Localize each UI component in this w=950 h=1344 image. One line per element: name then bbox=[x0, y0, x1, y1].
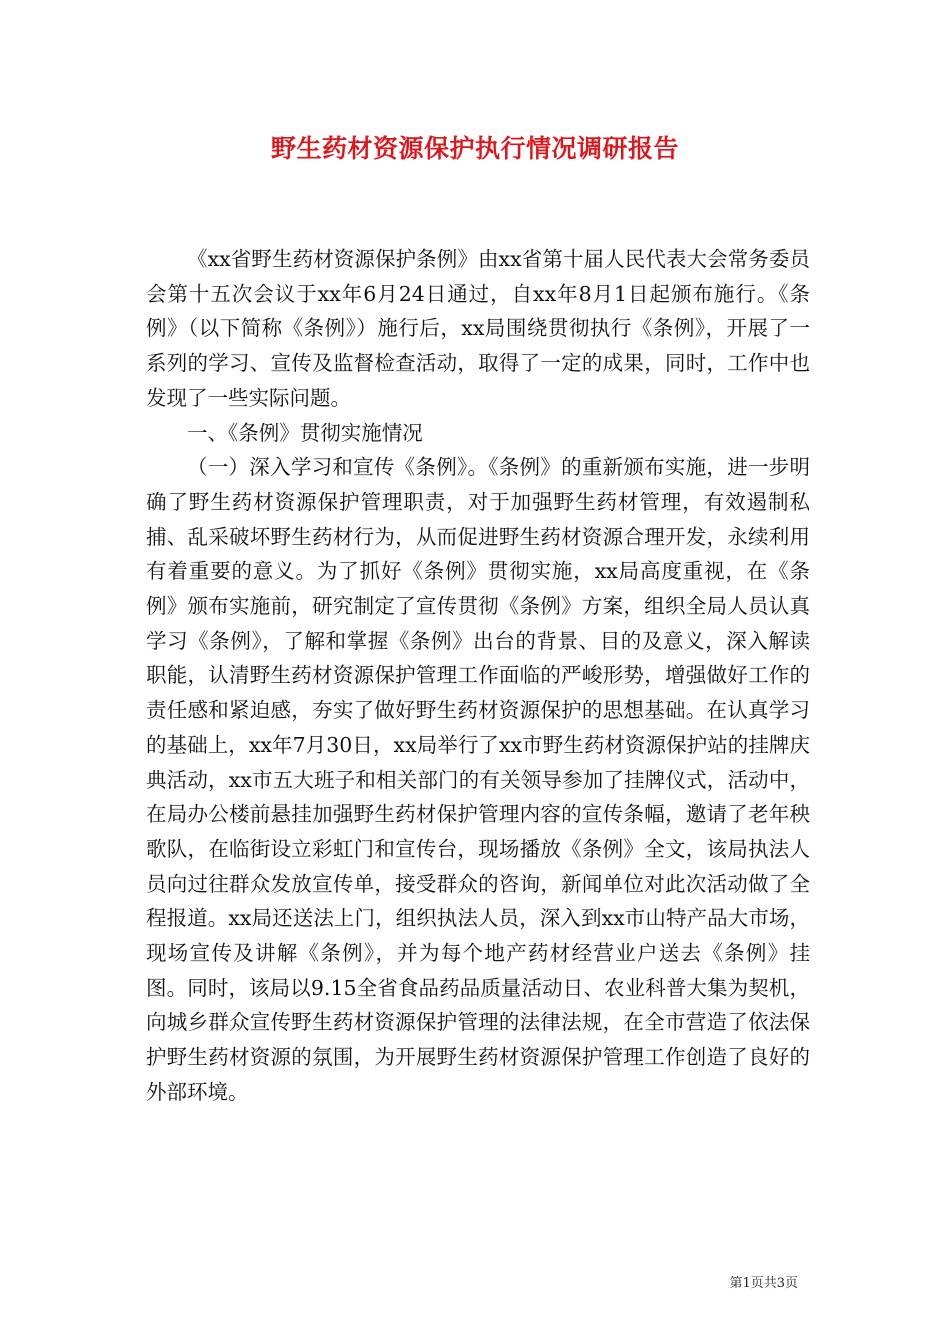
subsection-paragraph: （一）深入学习和宣传《条例》。《条例》的重新颁布实施，进一步明确了野生药材资源保护管理职责，对于加强野生药材管理，有效遏制私捕、乱采破坏野生药材行为，从而促进野生药材资源合理开发，永续利用有着重要的意义。为了抓好《条例》贯彻实施，xx局高度重视，在《条例》颁布实施前，研究制定了宣传贯彻《条例》方案，组织全局人员认真学习《条例》，了解和掌握《条例》出台的背景、目的及意义，深入解读职能，认清野生药材资源保护管理工作面临的严峻形势，增强做好工作的责任感和紧迫感，夯实了做好野生药材资源保护的思想基础。在认真学习的基础上，xx年7月30日，xx局举行了xx市野生药材资源保护站的挂牌庆典活动，xx市五大班子和相关部门的有关领导参加了挂牌仪式，活动中，在局办公楼前悬挂加强野生药材保护管理内容的宣传条幅，邀请了老年秧歌队，在临街设立彩虹门和宣传台，现场播放《条例》全文，该局执法人员向过往群众发放宣传单，接受群众的咨询，新闻单位对此次活动做了全程报道。xx局还送法上门，组织执法人员，深入到xx市山特产品大市场，现场宣传及讲解《条例》，并为每个地产药材经营业户送去《条例》挂图。同时，该局以9.15全省食品药品质量活动日、农业科普大集为契机，向城乡群众宣传野生药材资源保护管理的法律法规，在全市营造了依法保护野生药材资源的氛围，为开展野生药材资源保护管理工作创造了良好的外部环境。 bbox=[146, 455, 810, 1104]
section-heading: 一、《条例》贯彻实施情况 bbox=[187, 420, 423, 445]
document-body bbox=[146, 242, 810, 1110]
intro-paragraph: 《xx省野生药材资源保护条例》由xx省第十届人民代表大会常务委员会第十五次会议于xx年6月24日通过，自xx年8月1日起颁布施行。《条例》（以下简称《条例》）施行后，xx局围绕贯彻执行《条例》，开展了一系列的学习、宣传及监督检查活动，取得了一定的成果，同时，工作中也发现了一些实际问题。 bbox=[146, 247, 810, 410]
page-number: 第1页共3页 bbox=[729, 1276, 798, 1291]
document-title: 野生药材资源保护执行情况调研报告 bbox=[270, 134, 679, 163]
